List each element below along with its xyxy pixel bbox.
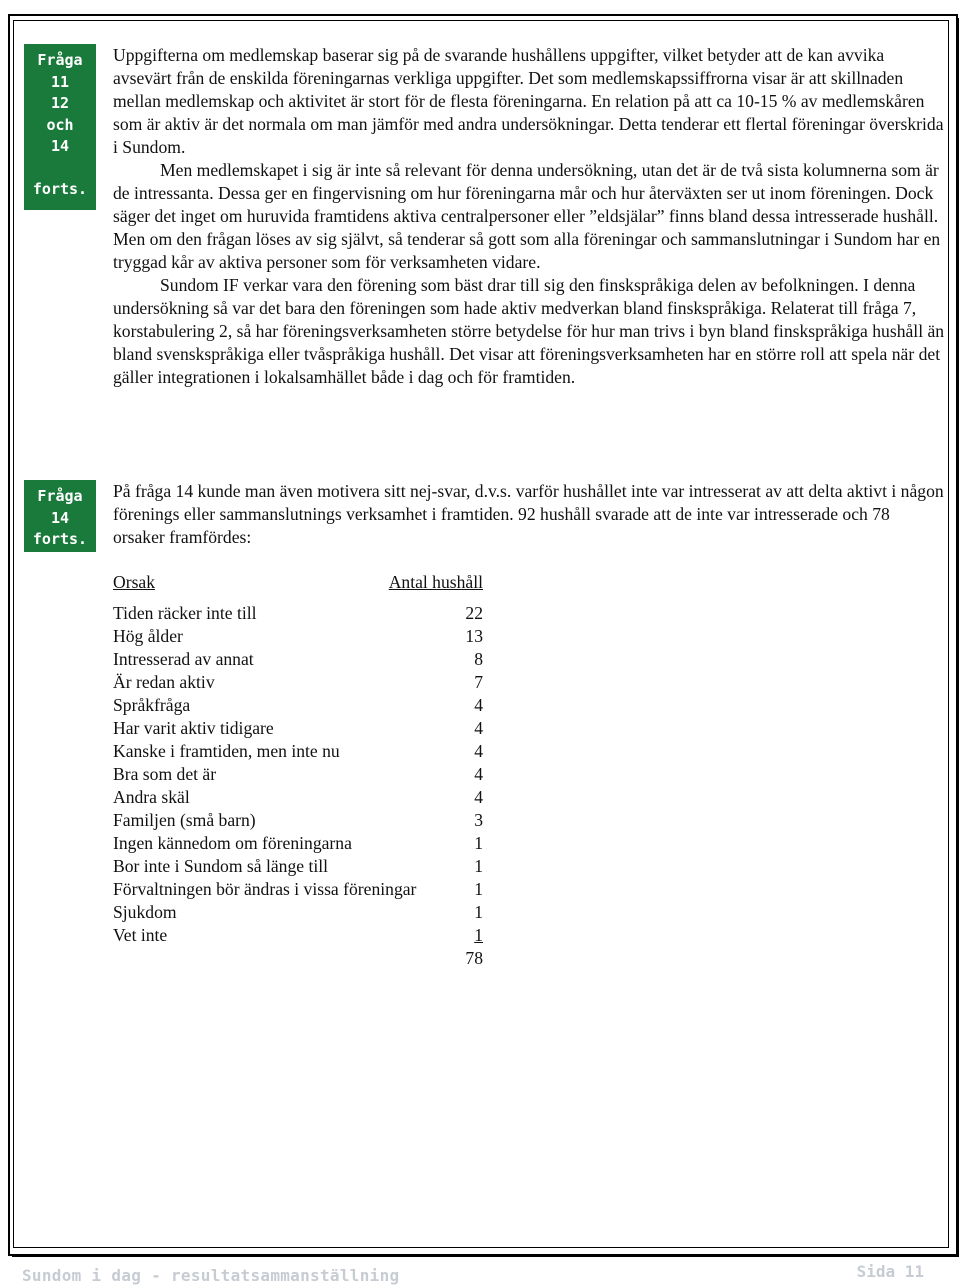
row-count: 13 — [465, 626, 483, 646]
side-label-line: Fråga — [37, 487, 83, 505]
footer-page-number: Sida 11 — [856, 1262, 924, 1281]
side-label-line: 11 — [50, 72, 70, 91]
row-count: 22 — [465, 603, 483, 623]
row-count: 4 — [474, 718, 483, 738]
section-2-text — [113, 480, 945, 549]
row-count: 4 — [474, 741, 483, 761]
side-label-spacer — [24, 158, 96, 180]
table-row — [113, 717, 483, 740]
row-count: 1 — [474, 856, 483, 876]
table-spacer — [113, 594, 483, 602]
table-row — [113, 694, 483, 717]
table-row — [113, 602, 483, 625]
row-reason: Familjen (små barn) — [113, 810, 256, 830]
table-total-row — [113, 947, 483, 970]
row-reason: Är redan aktiv — [113, 672, 215, 692]
row-reason: Språkfråga — [113, 695, 191, 715]
table-row — [113, 625, 483, 648]
row-count: 1 — [474, 902, 483, 922]
row-count: 1 — [474, 833, 483, 853]
side-label-line: 12 — [50, 94, 70, 112]
paragraph: Uppgifterna om medlemskap baserar sig på de svarande hushållens uppgifter, vilket betyder att de kan avvika avsevärt från de enskilda föreningarnas verkliga uppgifter. Det som medlemskapssiffrorna visar är att skillnaden mellan medlemskap och aktivitet är stort för de flesta föreningarna. En relation på att ca 10-15 % av medlemskåren som är aktiv är det normala om man jämför med andra undersökningar. Detta tenderar ett flertal föreningar överskrida i Sundom. — [113, 45, 944, 157]
row-reason: Bor inte i Sundom så länge till — [113, 856, 329, 876]
side-label-fraga-14 — [24, 480, 96, 552]
table-body — [113, 602, 483, 947]
frame-shadow-bottom — [12, 1254, 959, 1257]
reasons-table — [113, 571, 483, 970]
row-reason: Ingen kännedom om föreningarna — [113, 833, 352, 853]
row-reason: Sjukdom — [113, 902, 177, 922]
row-reason: Förvaltningen bör ändras i vissa föreningar — [113, 879, 417, 899]
row-reason: Kanske i framtiden, men inte nu — [113, 741, 340, 761]
row-count: 8 — [474, 649, 483, 669]
side-label-line: Fråga — [37, 51, 83, 69]
section-1-text — [113, 44, 945, 389]
table-row — [113, 648, 483, 671]
row-reason: Tiden räcker inte till — [113, 603, 257, 623]
row-count: 4 — [474, 764, 483, 784]
side-label-line: och — [46, 115, 74, 134]
header-count: Antal hushåll — [388, 572, 483, 592]
row-count: 7 — [474, 672, 483, 692]
header-reason: Orsak — [113, 572, 156, 592]
paragraph: Men medlemskapet i sig är inte så relevant för denna undersökning, utan det är de två sista kolumnerna som är de intressanta. Dessa ger en fingervisning om hur föreningarna mår och hur återväxten ser ut inom föreningen. Dock säger det inget om huruvida framtidens aktiva centralpersoner eller ”eldsjälar” finns bland dessa intresserade hushåll. Men om den frågan löses av sig självt, så tenderar så gott som alla föreningar och sammanslutningar i Sundom har en tryggad kår av aktiva personer som för verksamheten vidare. — [113, 160, 941, 272]
side-label-line: forts. — [32, 530, 88, 548]
row-count: 1 — [474, 879, 483, 899]
table-row — [113, 878, 483, 901]
table-row — [113, 855, 483, 878]
row-reason: Intresserad av annat — [113, 649, 254, 669]
frame-shadow-right — [956, 18, 959, 1254]
row-reason: Bra som det är — [113, 764, 217, 784]
table-row — [113, 740, 483, 763]
row-reason: Andra skäl — [113, 787, 190, 807]
row-reason: Har varit aktiv tidigare — [113, 718, 274, 738]
paragraph: På fråga 14 kunde man även motivera sitt nej-svar, d.v.s. varför hushållet inte var intresserat av att delta aktivt i någon förenings eller sammanslutnings verksamhet i framtiden. 92 hushåll svarade att de inte var intresserade och 78 orsaker framfördes: — [113, 481, 944, 547]
table-row — [113, 832, 483, 855]
row-reason: Hög ålder — [113, 626, 183, 646]
table-header-row — [113, 571, 483, 594]
table-row — [113, 901, 483, 924]
paragraph: Sundom IF verkar vara den förening som bäst drar till sig den finskspråkiga delen av befolkningen. I denna undersökning så var det bara den föreningen som hade aktiv medverkan bland finskspråkiga. Relaterat till fråga 7, korstabulering 2, så har föreningsverksamheten större betydelse för hur man trivs i byn bland finskspråkiga hushåll än bland svenskspråkiga eller tvåspråkiga hushåll. Det visar att föreningsverksamheten har en större roll att spela när det gäller integrationen i lokalsamhället både i dag och för framtiden. — [113, 275, 945, 387]
table-row — [113, 924, 483, 947]
table-row — [113, 809, 483, 832]
footer-title: Sundom i dag - resultatsammanställning — [22, 1266, 400, 1285]
row-reason: Vet inte — [113, 925, 168, 945]
row-count: 1 — [474, 925, 483, 945]
table-row — [113, 763, 483, 786]
side-label-line: 14 — [50, 137, 70, 155]
row-count: 4 — [474, 695, 483, 715]
row-count: 3 — [474, 810, 483, 830]
table-row — [113, 786, 483, 809]
side-label-fraga-11-12-14 — [24, 44, 96, 210]
table-total: 78 — [465, 948, 483, 968]
side-label-line: 14 — [50, 508, 70, 527]
row-count: 4 — [474, 787, 483, 807]
table-row — [113, 671, 483, 694]
side-label-line: forts. — [32, 180, 88, 198]
